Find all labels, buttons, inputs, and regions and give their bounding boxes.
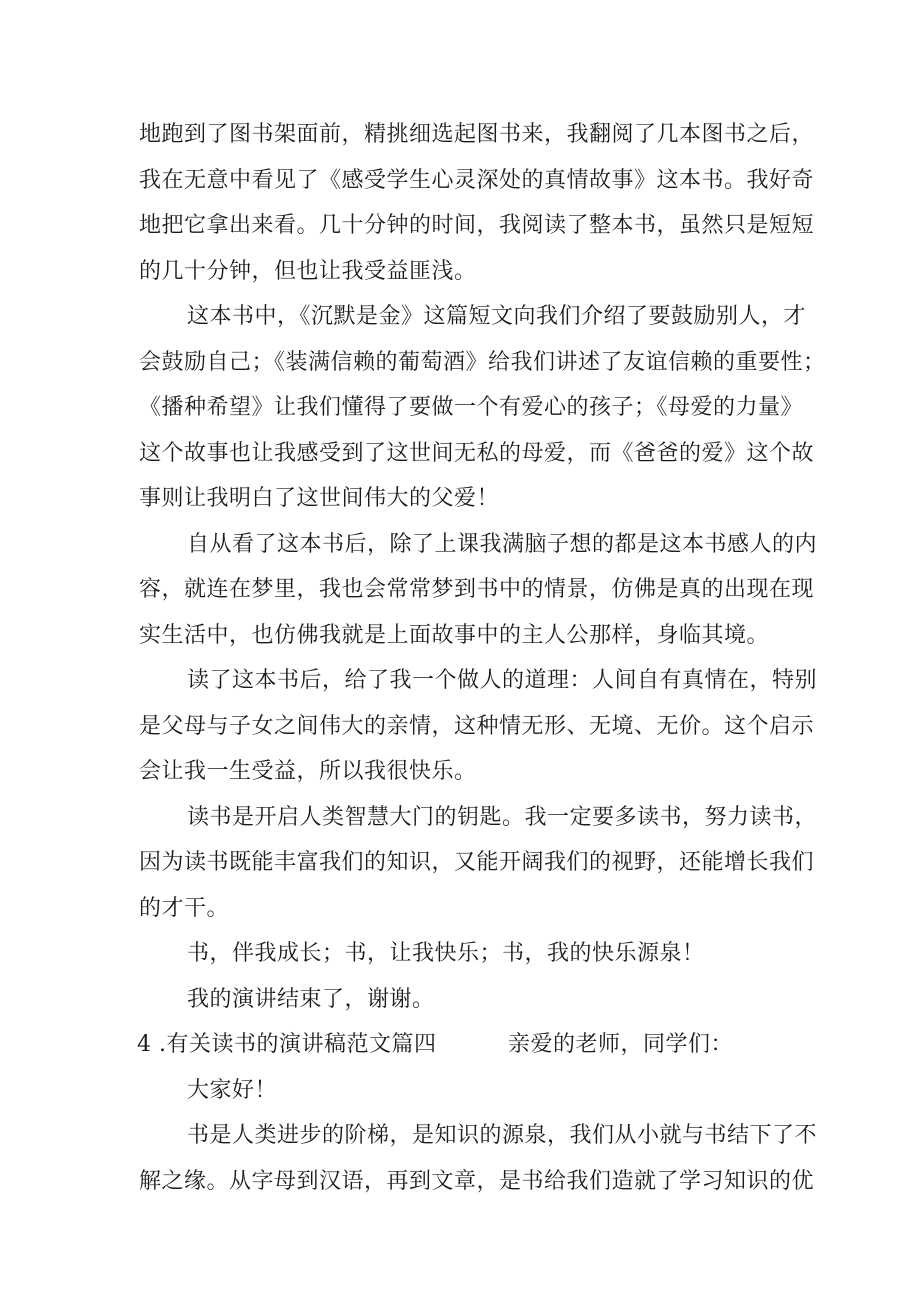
paragraph [139,1113,818,1204]
text-line: 我在无意中看见了《感受学生心灵深处的真情故事》这本书。我好奇 [139,167,815,193]
text-line: 解之缘。从字母到汉语，再到文章，是书给我们造就了学习知识的优 [139,1168,815,1194]
text-line: 读了这本书后，给了我一个做人的道理：人间自有真情在，特别 [187,668,818,693]
text-line: 会鼓励自己；《装满信赖的葡萄酒》给我们讲述了友谊信赖的重要性； [139,349,826,375]
paragraph [139,294,826,522]
heading-title: .有关读书的演讲稿范文篇四 [159,1032,437,1057]
text-line: 的才干。 [139,895,230,921]
text-line: 书是人类进步的阶梯，是知识的源泉，我们从小就与书结下了不 [187,1123,818,1148]
paragraph [139,522,818,659]
text-line: 自从看了这本书后，除了上课我满脑子想的都是这本书感人的内 [187,531,818,557]
salutation: 亲爱的老师，同学们： [508,1032,734,1057]
paragraph [139,931,784,977]
paragraph [139,795,818,932]
text-line: 的几十分钟，但也让我受益匪浅。 [139,258,477,284]
document-body [137,112,826,1204]
heading-number: 4 [137,1032,152,1057]
paragraph [139,1068,784,1114]
paragraph [139,658,818,795]
text-line: 因为读书既能丰富我们的知识，又能开阔我们的视野，还能增长我们 [139,850,815,875]
text-line: 这本书中，《沉默是金》这篇短文向我们介绍了要鼓励别人，才 [187,304,807,329]
paragraph [139,112,815,294]
section-heading [139,1022,784,1068]
text-line: 这个故事也让我感受到了这世间无私的母爱，而《爸爸的爱》这个故 [139,440,815,466]
text-line: 事则让我明白了这世间伟大的父爱！ [139,486,500,511]
text-line: 我的演讲结束了，谢谢。 [187,986,435,1012]
text-line: 大家好！ [187,1077,278,1103]
text-line: 容，就连在梦里，我也会常常梦到书中的情景，仿佛是真的出现在现 [139,577,815,602]
text-line: 是父母与子女之间伟大的亲情，这种情无形、无境、无价。这个启示 [139,713,815,739]
text-line: 读书是开启人类智慧大门的钥匙。我一定要多读书，努力读书， [187,804,818,830]
text-line: 会让我一生受益，所以我很快乐。 [139,759,477,784]
text-line: 书，伴我成长；书，让我快乐；书，我的快乐源泉！ [187,941,705,966]
paragraph [139,977,784,1023]
text-line: 地跑到了图书架面前，精挑细选起图书来，我翻阅了几本图书之后， [139,122,815,147]
text-line: 《播种希望》让我们懂得了要做一个有爱心的孩子；《母爱的力量》 [139,395,804,420]
text-line: 实生活中，也仿佛我就是上面故事中的主人公那样，身临其境。 [139,622,770,648]
text-line: 地把它拿出来看。几十分钟的时间，我阅读了整本书，虽然只是短短 [139,213,815,238]
